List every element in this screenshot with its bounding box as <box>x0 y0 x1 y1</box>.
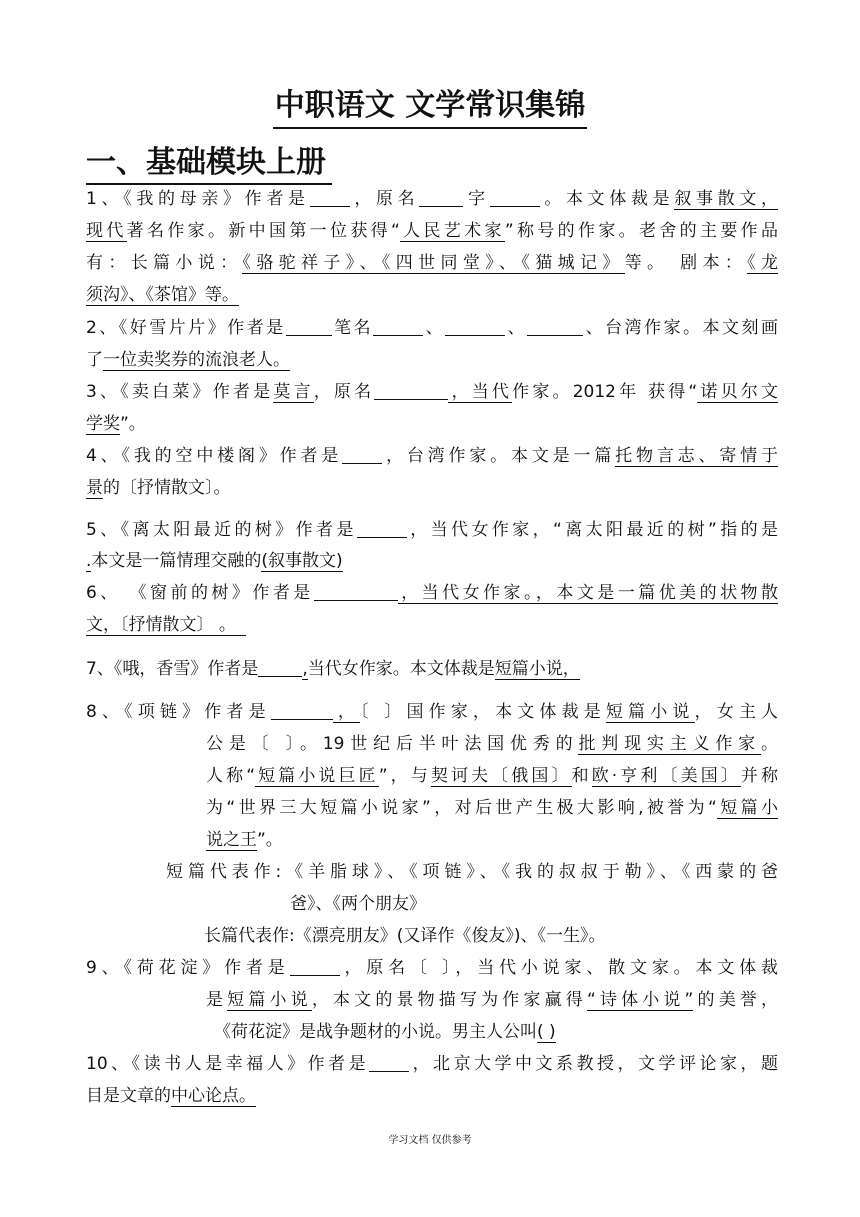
answer-blank <box>258 658 302 677</box>
item-10-line-2: 目是文章的中心论点。 <box>86 1086 256 1106</box>
answer-blank <box>527 317 583 336</box>
item-8-line-5: 说之王”。 <box>206 830 283 850</box>
item-3-line-1: 3、《卖白菜》作者是莫言，原名 ，当代作家。2012年 获得“诺贝尔文 <box>86 382 779 402</box>
answer-blank <box>271 701 333 720</box>
item-2-line-1: 2、《好雪片片》作者是 笔名 、 、 、台湾作家。本文刻画 <box>86 318 779 338</box>
item-4-line-1: 4、《我的空中楼阁》作者是 ，台湾作家。本文是一篇托物言志、寄情于 <box>86 446 779 466</box>
answer-blank <box>310 188 350 207</box>
answer-blank <box>369 1053 409 1072</box>
item-8-short-works-cont: 爸》、《两个朋友》 <box>290 894 426 914</box>
item-6-line-2: 文，〔抒情散文〕 。 <box>86 613 778 637</box>
item-8-line-3: 人称“短篇小说巨匠”，与契诃夫〔俄国〕和欧·亨利〔美国〕并称 <box>206 766 779 786</box>
answer-blank <box>286 317 332 336</box>
item-9-line-2: 是短篇小说，本文的景物描写为作家赢得“诗体小说”的美誉， <box>206 990 779 1010</box>
item-10-line-1: 10、《读书人是幸福人》作者是 ，北京大学中文系教授，文学评论家，题 <box>86 1054 778 1074</box>
item-1-line-3: 有：长篇小说：《骆驼祥子》、《四世同堂》、《猫城记》等。 剧本：《龙 <box>86 253 779 273</box>
item-9-line-1: 9、《荷花淀》作者是 ，原名〔 〕，当代小说家、散文家。本文体裁 <box>86 958 778 978</box>
answer-blank <box>419 188 463 207</box>
answer-blank <box>314 582 398 601</box>
item-5-line-1: 5、《离太阳最近的树》作者是 ，当代女作家，“离太阳最近的树”指的是 <box>86 520 778 540</box>
page-title: 中职语文 文学常识集锦 <box>0 80 860 124</box>
item-1-line-1: 1、《我的母亲》作者是 ，原名 字 。本文体裁是叙事散文， <box>86 189 779 209</box>
page-footer: 学习文档 仅供参考 <box>388 1135 472 1146</box>
answer-blank <box>342 445 382 464</box>
item-1-line-2: 现代著名作家。新中国第一位获得“人民艺术家”称号的作家。老舍的主要作品 <box>86 221 778 241</box>
answer-blank <box>290 957 340 976</box>
item-8-line-4: 为“世界三大短篇小说家”，对后世产生极大影响,被誉为“短篇小 <box>206 798 778 818</box>
answer-blank <box>490 188 540 207</box>
answer-blank <box>357 519 407 538</box>
item-8-long-works: 长篇代表作:《漂亮朋友》(又译作《俊友》)、《一生》。 <box>204 926 606 946</box>
answer-blank <box>373 317 423 336</box>
answer-blank <box>445 317 505 336</box>
item-6-line-1: 6、 《窗前的树》作者是 ，当代女作家。，本文是一篇优美的状物散 <box>86 583 778 603</box>
item-8-line-1: 8、《项链》作者是 ，〔 〕国作家，本文体裁是短篇小说，女主人 <box>86 702 779 722</box>
item-7-line-1: 7、《哦，香雪》作者是 ,当代女作家。本文体裁是短篇小说， <box>86 659 580 679</box>
item-4-line-2: 景的〔抒情散文〕。 <box>86 478 231 498</box>
item-2-line-2: 了一位卖奖券的流浪老人。 <box>86 350 290 370</box>
item-8-line-2: 公是〔 〕。19世纪后半叶法国优秀的批判现实主义作家。 <box>206 734 778 754</box>
section-heading: 一、基础模块上册 <box>86 143 332 185</box>
answer-blank <box>374 381 448 400</box>
item-9-line-3: 《荷花淀》是战争题材的小说。男主人公叫( ) <box>214 1022 556 1042</box>
item-1-line-4: 须沟》、《茶馆》等。 <box>86 285 239 305</box>
item-5-line-2: .本文是一篇情理交融的(叙事散文) <box>86 551 343 571</box>
item-8-short-works: 短篇代表作:《羊脂球》、《项链》、《我的叔叔于勒》、《西蒙的爸 <box>166 862 778 882</box>
item-3-line-2: 学奖”。 <box>86 414 146 434</box>
